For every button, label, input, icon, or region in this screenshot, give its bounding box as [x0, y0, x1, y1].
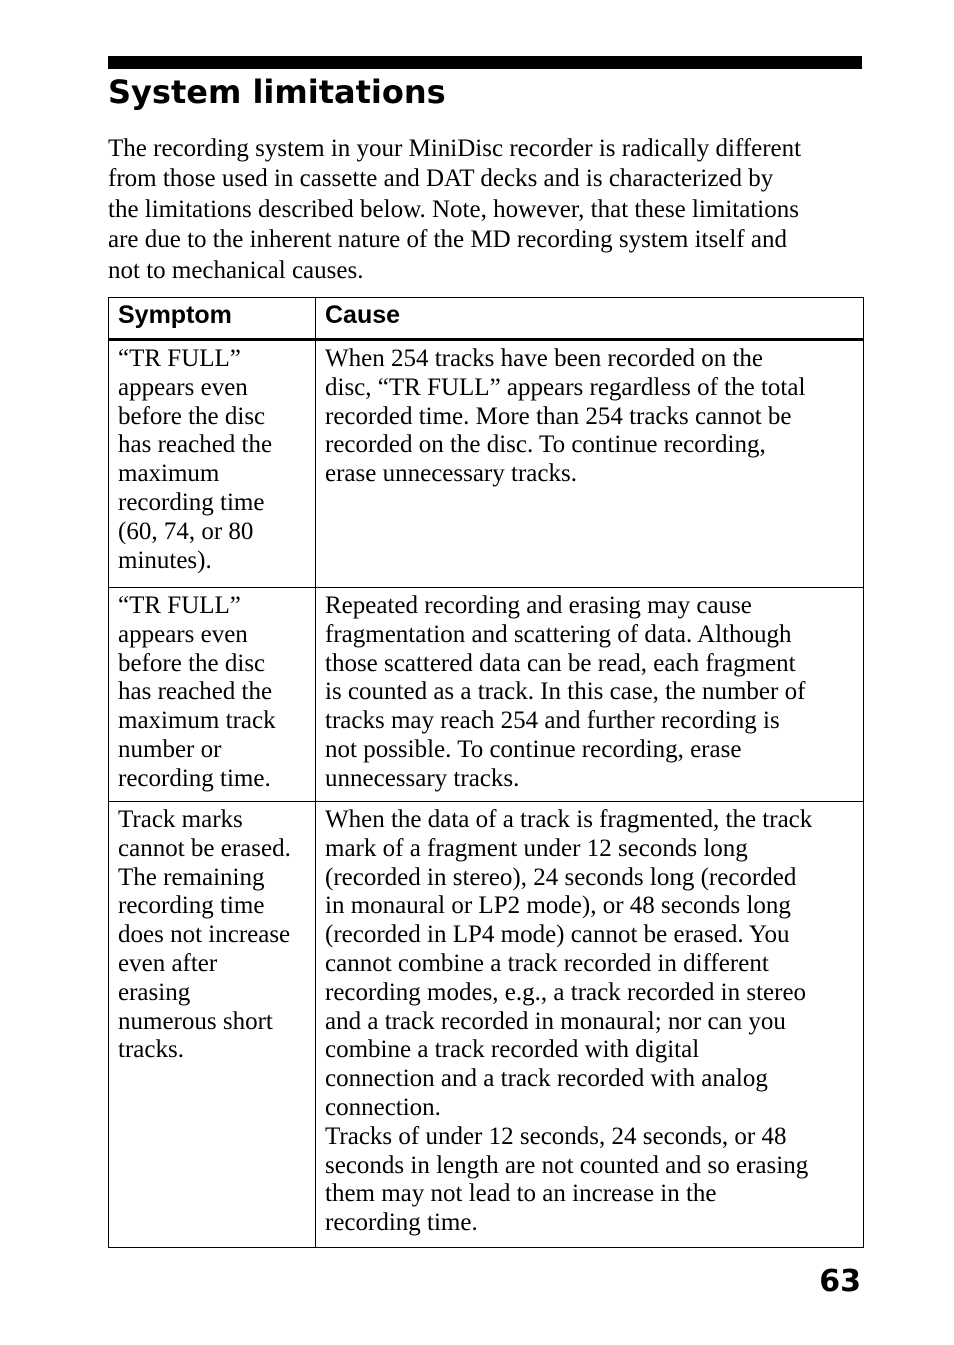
- table-row: [109, 340, 864, 588]
- limitations-table: [108, 297, 864, 1248]
- cause-line: (recorded in LP4 mode) cannot be erased. You: [325, 921, 790, 949]
- page-number: 63: [819, 1264, 861, 1299]
- symptom-line: cannot be erased.: [118, 834, 291, 862]
- symptom-line: even after: [118, 949, 218, 977]
- symptom-line: recording time: [118, 892, 265, 920]
- cause-line: and a track recorded in monaural; nor can you: [325, 1007, 786, 1035]
- symptom-line: “TR FULL”: [118, 592, 241, 619]
- cause-line: erase unnecessary tracks.: [325, 460, 577, 488]
- cause-line: tracks may reach 254 and further recording is: [325, 707, 780, 735]
- symptom-line: tracks.: [118, 1036, 184, 1064]
- cause-cell: [316, 588, 864, 802]
- symptom-line: maximum track: [118, 707, 276, 735]
- cause-cell: [316, 340, 864, 588]
- table-header-row: [109, 298, 864, 340]
- cause-line: fragmentation and scattering of data. Although: [325, 620, 792, 648]
- symptom-line: “TR FULL”: [118, 345, 241, 372]
- symptom-line: has reached the: [118, 431, 273, 459]
- cause-line: connection and a track recorded with analog: [325, 1065, 768, 1093]
- symptom-line: has reached the: [118, 678, 273, 706]
- cause-column-header: Cause: [316, 298, 864, 340]
- symptom-line: Track marks: [118, 806, 243, 833]
- symptom-line: appears even: [118, 373, 248, 401]
- title-rule: [108, 56, 862, 69]
- cause-line: mark of a fragment under 12 seconds long: [325, 834, 748, 862]
- cause-line: Tracks of under 12 seconds, 24 seconds, or 48: [325, 1122, 787, 1150]
- symptom-line: numerous short: [118, 1007, 273, 1035]
- symptom-cell: [109, 340, 316, 588]
- cause-line: recording time.: [325, 1209, 478, 1237]
- cause-line: seconds in length are not counted and so erasing: [325, 1151, 809, 1179]
- cause-line: (recorded in stereo), 24 seconds long (recorded: [325, 863, 797, 891]
- cause-line: Repeated recording and erasing may cause: [325, 592, 752, 619]
- cause-line: connection.: [325, 1093, 441, 1121]
- cause-line: combine a track recorded with digital: [325, 1036, 700, 1064]
- symptom-line: The remaining: [118, 863, 265, 891]
- page-title: System limitations: [108, 73, 446, 111]
- cause-cell: [316, 802, 864, 1248]
- cause-line: them may not lead to an increase in the: [325, 1180, 717, 1208]
- cause-line: in monaural or LP2 mode), or 48 seconds long: [325, 892, 791, 920]
- cause-line: not possible. To continue recording, erase: [325, 735, 742, 763]
- symptom-line: maximum: [118, 460, 220, 488]
- intro-line: are due to the inherent nature of the MD recording system itself and: [108, 226, 787, 254]
- table-row: [109, 802, 864, 1248]
- cause-line: recorded time. More than 254 tracks cannot be: [325, 402, 792, 430]
- cause-line: unnecessary tracks.: [325, 764, 520, 792]
- symptom-line: recording time: [118, 488, 265, 516]
- intro-line: the limitations described below. Note, however, that these limitations: [108, 195, 799, 223]
- cause-line: cannot combine a track recorded in different: [325, 949, 769, 977]
- cause-line: recorded on the disc. To continue recording,: [325, 431, 766, 459]
- table-row: [109, 588, 864, 802]
- symptom-cell: [109, 802, 316, 1248]
- symptom-line: does not increase: [118, 921, 291, 949]
- cause-line: disc, “TR FULL” appears regardless of the total: [325, 373, 806, 401]
- intro-line: not to mechanical causes.: [108, 256, 364, 284]
- cause-line: is counted as a track. In this case, the number of: [325, 678, 806, 706]
- intro-line: from those used in cassette and DAT decks and is characterized by: [108, 165, 774, 193]
- intro-line: The recording system in your MiniDisc recorder is radically different: [108, 135, 802, 162]
- symptom-line: erasing: [118, 978, 191, 1006]
- symptom-line: number or: [118, 735, 222, 763]
- symptom-line: minutes).: [118, 546, 212, 574]
- cause-line: When the data of a track is fragmented, the track: [325, 806, 813, 833]
- symptom-line: before the disc: [118, 402, 266, 430]
- symptom-column-header: Symptom: [109, 298, 316, 340]
- intro-paragraph: [108, 134, 864, 286]
- symptom-cell: [109, 588, 316, 802]
- symptom-line: appears even: [118, 620, 248, 648]
- cause-line: those scattered data can be read, each fragment: [325, 649, 796, 677]
- cause-line: When 254 tracks have been recorded on the: [325, 345, 764, 372]
- symptom-line: (60, 74, or 80: [118, 517, 254, 545]
- symptom-line: recording time.: [118, 764, 271, 792]
- symptom-line: before the disc: [118, 649, 266, 677]
- cause-line: recording modes, e.g., a track recorded in stereo: [325, 978, 807, 1006]
